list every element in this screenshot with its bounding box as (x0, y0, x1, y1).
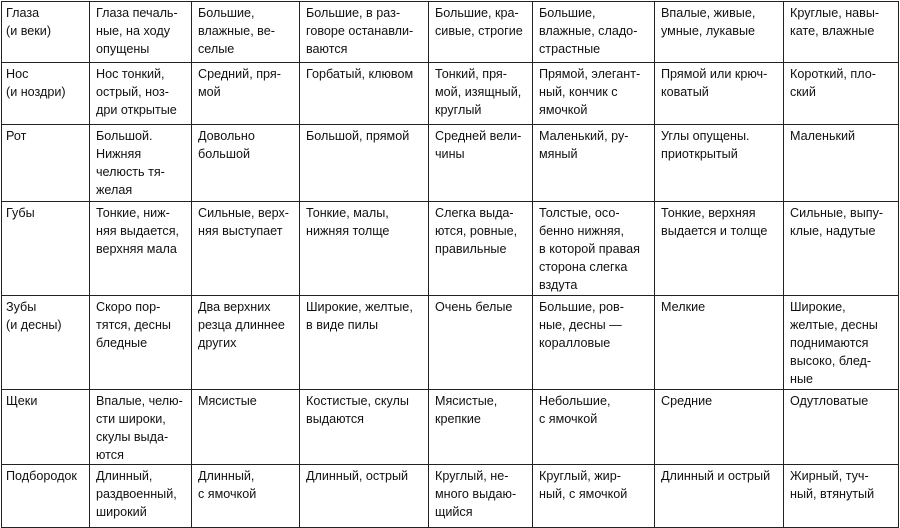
table-cell: Небольшие, с ямочкой (533, 390, 655, 465)
table-cell: Широкие, желтые, десны поднимаются высоко, блед- ные (784, 296, 899, 390)
row-header-chin: Подбородок (2, 465, 90, 528)
table-cell: Довольно большой (192, 125, 300, 202)
table-cell: Впалые, челю- сти широки, скулы выда- ются (90, 390, 192, 465)
table-cell: Тонкие, верхняя выдается и толще (655, 202, 784, 296)
table-cell: Глаза печаль- ные, на ходу опущены (90, 2, 192, 63)
table-cell: Тонкие, ниж- няя выдается, верхняя мала (90, 202, 192, 296)
table-cell: Большие, кра- сивые, строгие (429, 2, 533, 63)
table-cell: Тонкие, малы, нижняя толще (300, 202, 429, 296)
table-cell: Слегка выда- ются, ровные, правильные (429, 202, 533, 296)
table-cell: Маленький, ру- мяный (533, 125, 655, 202)
row-header-eyes: Глаза (и веки) (2, 2, 90, 63)
row-header-nose: Нос (и ноздри) (2, 63, 90, 125)
table-cell: Большие, влажные, ве- селые (192, 2, 300, 63)
table-cell: Очень белые (429, 296, 533, 390)
table-cell: Круглые, навы- кате, влажные (784, 2, 899, 63)
table-cell: Маленький (784, 125, 899, 202)
table-cell: Углы опущены. приоткрытый (655, 125, 784, 202)
table-row-mouth (2, 125, 899, 202)
table-cell: Средние (655, 390, 784, 465)
table-row-cheeks (2, 390, 899, 465)
table-cell: Мясистые, крепкие (429, 390, 533, 465)
table-cell: Два верхних резца длиннее других (192, 296, 300, 390)
table-cell: Большие, в раз- говоре останавли- ваются (300, 2, 429, 63)
table-cell: Длинный, острый (300, 465, 429, 528)
table-cell: Костистые, скулы выдаются (300, 390, 429, 465)
table-row-chin (2, 465, 899, 528)
row-header-lips: Губы (2, 202, 90, 296)
table-cell: Прямой или крюч- коватый (655, 63, 784, 125)
table-row-nose (2, 63, 899, 125)
table-cell: Горбатый, клювом (300, 63, 429, 125)
table-cell: Одутловатые (784, 390, 899, 465)
table-cell: Круглый, жир- ный, с ямочкой (533, 465, 655, 528)
table-cell: Длинный и острый (655, 465, 784, 528)
table-cell: Скоро пор- тятся, десны бледные (90, 296, 192, 390)
table-cell: Жирный, туч- ный, втянутый (784, 465, 899, 528)
row-header-teeth: Зубы (и десны) (2, 296, 90, 390)
row-header-mouth: Рот (2, 125, 90, 202)
table-cell: Длинный, с ямочкой (192, 465, 300, 528)
table-row-lips (2, 202, 899, 296)
table-cell: Толстые, осо- бенно нижняя, в которой правая сторона слегка вздута (533, 202, 655, 296)
table-cell: Большие, ров- ные, десны — коралловые (533, 296, 655, 390)
table-row-teeth (2, 296, 899, 390)
table-cell: Круглый, не- много выдаю- щийся (429, 465, 533, 528)
table-row-eyes (2, 2, 899, 63)
row-header-cheeks: Щеки (2, 390, 90, 465)
table-cell: Впалые, живые, умные, лукавые (655, 2, 784, 63)
table-cell: Сильные, выпу- клые, надутые (784, 202, 899, 296)
table-cell: Прямой, элегант- ный, кончик с ямочкой (533, 63, 655, 125)
table-cell: Тонкий, пря- мой, изящный, круглый (429, 63, 533, 125)
table-cell: Длинный, раздвоенный, широкий (90, 465, 192, 528)
table-cell: Нос тонкий, острый, ноз- дри открытые (90, 63, 192, 125)
table-cell: Мясистые (192, 390, 300, 465)
physiognomy-table (1, 1, 899, 528)
table-cell: Короткий, пло- ский (784, 63, 899, 125)
table-cell: Большие, влажные, сладо- страстные (533, 2, 655, 63)
table-cell: Широкие, желтые, в виде пилы (300, 296, 429, 390)
table-cell: Средней вели- чины (429, 125, 533, 202)
table-cell: Большой, прямой (300, 125, 429, 202)
table-cell: Средний, пря- мой (192, 63, 300, 125)
table-cell: Мелкие (655, 296, 784, 390)
table-cell: Сильные, верх- няя выступает (192, 202, 300, 296)
table-cell: Большой. Нижняя челюсть тя- желая (90, 125, 192, 202)
